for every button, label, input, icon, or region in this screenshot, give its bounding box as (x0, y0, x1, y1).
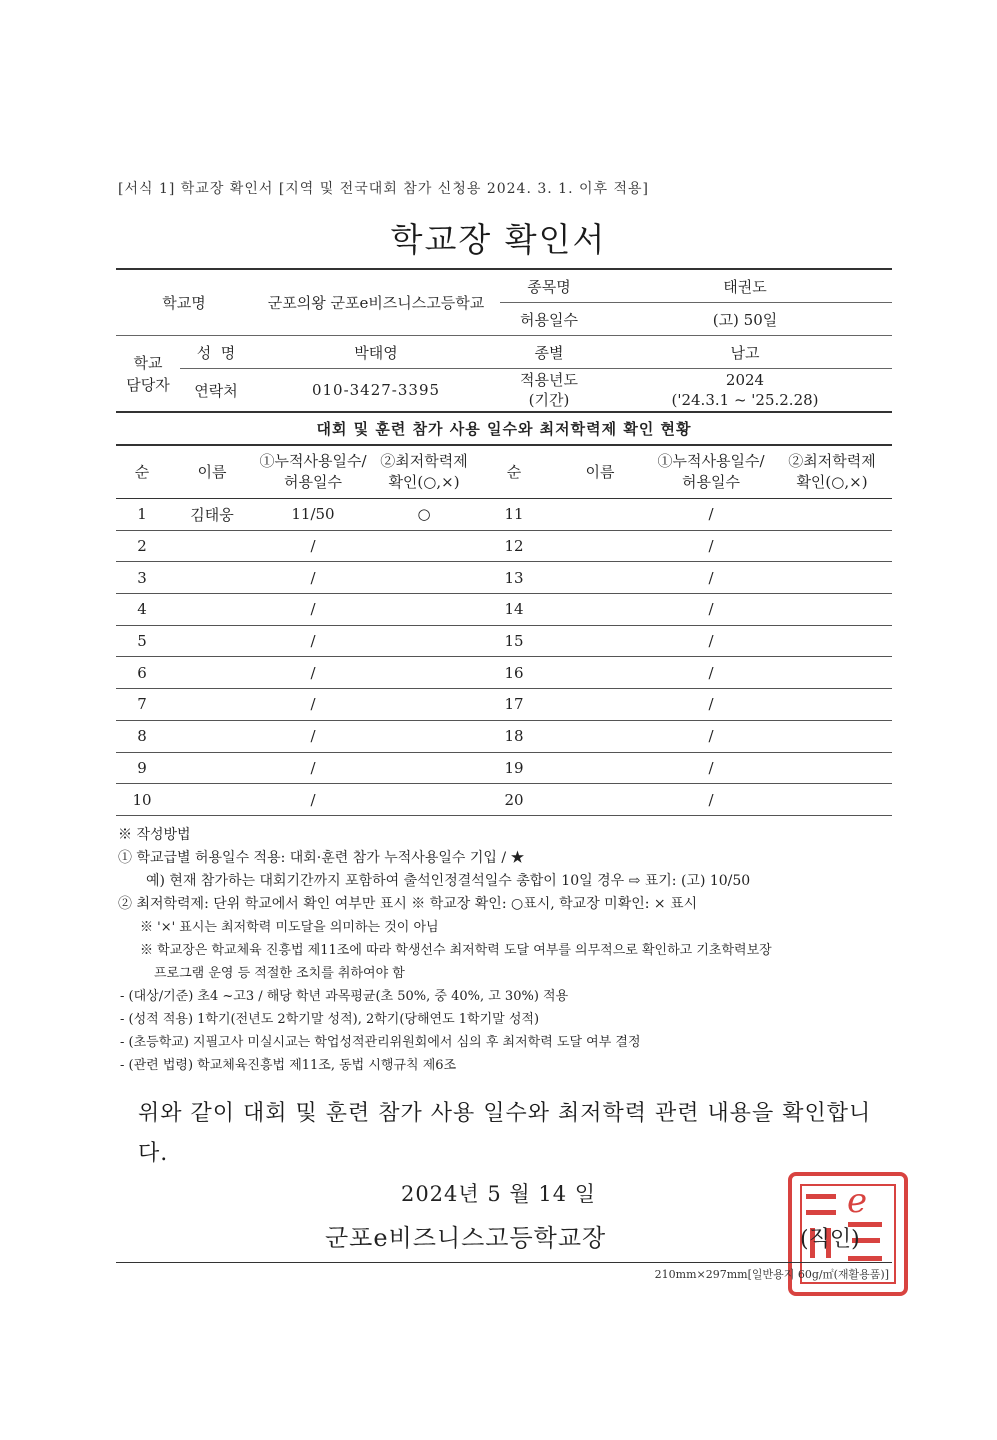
school-label: 학교명 (116, 269, 252, 336)
allowed-value: (고) 50일 (598, 303, 892, 336)
table-row (116, 752, 892, 784)
year-label-cell (500, 369, 598, 413)
manager-label-text: 학교 담당자 (126, 353, 170, 394)
row-check (370, 625, 478, 657)
row-name (168, 594, 256, 626)
table-row (116, 594, 892, 626)
row-no: 14 (478, 594, 550, 626)
row-name (550, 562, 650, 594)
row-check (370, 752, 478, 784)
row-check (772, 499, 892, 531)
row-no: 5 (116, 625, 168, 657)
table-row (116, 530, 892, 562)
row-no: 11 (478, 499, 550, 531)
table-row (116, 562, 892, 594)
row-check: ○ (370, 499, 478, 531)
row-days: / (256, 530, 370, 562)
row-name (168, 657, 256, 689)
row-days: / (256, 625, 370, 657)
row-no: 2 (116, 530, 168, 562)
col-check-right-line2: 확인(○,×) (796, 473, 868, 491)
notes-heading: ※ 작성방법 (118, 827, 191, 843)
detail-1: - (대상/기준) 초4 ~고3 / 해당 학년 과목평균(초 50%, 중 40%, 고 30%) 적용 (120, 989, 569, 1004)
allowed-label: 허용일수 (500, 303, 598, 336)
row-no: 15 (478, 625, 550, 657)
table-row (116, 625, 892, 657)
row-name (550, 752, 650, 784)
col-check-right-line1: ②최저학력제 (788, 452, 876, 470)
row-check (772, 530, 892, 562)
col-check (370, 445, 478, 499)
year-value: 2024 (725, 371, 765, 389)
row-days: / (650, 657, 772, 689)
row-check (370, 562, 478, 594)
principal-name: 군포e비즈니스고등학교장 (325, 1224, 607, 1252)
row-name (550, 499, 650, 531)
row-name (550, 784, 650, 816)
sport-label: 종목명 (500, 269, 598, 303)
row-days: / (650, 752, 772, 784)
row-name (550, 720, 650, 752)
table-row (116, 657, 892, 689)
confirmation-text: 위와 같이 대회 및 훈련 참가 사용 일수와 최저학력 관련 내용을 확인합니다. (138, 1101, 872, 1166)
form-label: [서식 1] 학교장 확인서 [지역 및 전국대회 참가 신청용 2024. 3. 1. 이후 적용] (118, 181, 649, 197)
sport-value: 태권도 (598, 269, 892, 303)
issue-date: 2024년 5 월 14 일 (400, 1182, 597, 1206)
row-check (370, 784, 478, 816)
detail-3: - (초등학교) 지필고사 미실시교는 학업성적관리위원회에서 심의 후 최저학력 도달 여부 결정 (120, 1035, 641, 1050)
contact-label: 연락처 (180, 369, 252, 413)
table-row (116, 720, 892, 752)
row-name (550, 594, 650, 626)
note-1-example: 예) 현재 참가하는 대회기간까지 포함하여 출석인정결석일수 총합이 10일 경우 ⇨ 표기: (고) 10/50 (146, 873, 751, 889)
writing-notes (118, 824, 898, 1077)
row-no: 13 (478, 562, 550, 594)
col-name-right: 이름 (550, 445, 650, 499)
row-name (550, 657, 650, 689)
row-days: / (256, 720, 370, 752)
row-days: / (256, 657, 370, 689)
document-title: 학교장 확인서 (390, 220, 607, 259)
row-days: / (650, 499, 772, 531)
table-row (116, 499, 892, 531)
row-check (772, 720, 892, 752)
row-check (370, 594, 478, 626)
list-subtitle: 대회 및 훈련 참가 사용 일수와 최저학력제 확인 현황 (316, 420, 692, 438)
gender-value: 남고 (598, 336, 892, 369)
col-days-right-line2: 허용일수 (682, 473, 740, 491)
note-1: ① 학교급별 허용일수 적용: 대회·훈련 참가 누적사용일수 기입 / ★ (118, 850, 525, 866)
col-days-line1: ①누적사용일수/ (259, 452, 367, 470)
year-value-cell (598, 369, 892, 413)
year-label: 적용년도 (520, 371, 578, 389)
col-days (256, 445, 370, 499)
row-check (772, 752, 892, 784)
row-no: 6 (116, 657, 168, 689)
row-no: 19 (478, 752, 550, 784)
row-days: / (650, 625, 772, 657)
col-days-line2: 허용일수 (284, 473, 342, 491)
row-check (772, 594, 892, 626)
row-no: 8 (116, 720, 168, 752)
row-no: 17 (478, 689, 550, 721)
row-check (772, 657, 892, 689)
detail-2: - (성적 적용) 1학기(전년도 2학기말 성적), 2학기(당해연도 1학기말 성적) (120, 1012, 540, 1027)
col-check-line1: ②최저학력제 (380, 452, 468, 470)
row-days: / (650, 720, 772, 752)
table-row (116, 689, 892, 721)
note-2-b: ※ 학교장은 학교체육 진흥법 제11조에 따라 학생선수 최저학력 도달 여부를 의무적으로 확인하고 기초학력보장 (140, 943, 772, 958)
row-name (550, 689, 650, 721)
row-name (550, 530, 650, 562)
row-no: 1 (116, 499, 168, 531)
row-name (168, 784, 256, 816)
table-row (116, 784, 892, 816)
seal-stroke (806, 1194, 836, 1199)
contact-value: 010-3427-3395 (252, 369, 500, 413)
seal-label: (직인) (800, 1227, 860, 1252)
row-check (370, 530, 478, 562)
row-days: / (256, 752, 370, 784)
row-no: 4 (116, 594, 168, 626)
row-no: 16 (478, 657, 550, 689)
name-label: 성 명 (180, 336, 252, 369)
row-name: 김태웅 (168, 499, 256, 531)
row-check (370, 657, 478, 689)
row-no: 9 (116, 752, 168, 784)
usage-table (116, 444, 892, 816)
note-2-a: ※ '×' 표시는 최저학력 미도달을 의미하는 것이 아님 (140, 920, 439, 935)
row-name (168, 530, 256, 562)
row-days: 11/50 (256, 499, 370, 531)
row-days: / (650, 784, 772, 816)
row-days: / (256, 594, 370, 626)
col-no-right: 순 (478, 445, 550, 499)
row-name (168, 720, 256, 752)
row-days: / (256, 784, 370, 816)
row-days: / (650, 689, 772, 721)
manager-label (116, 336, 180, 413)
gender-label: 종별 (500, 336, 598, 369)
row-name (550, 625, 650, 657)
col-name: 이름 (168, 445, 256, 499)
row-days: / (650, 562, 772, 594)
row-check (772, 689, 892, 721)
paper-size-note: 210mm×297mm[일반용지 60g/㎡(재활용품)] (654, 1268, 889, 1281)
row-no: 10 (116, 784, 168, 816)
row-check (370, 689, 478, 721)
col-days-right-line1: ①누적사용일수/ (657, 452, 765, 470)
row-days: / (650, 594, 772, 626)
seal-stroke (848, 1256, 882, 1261)
row-days: / (256, 562, 370, 594)
period-value: ('24.3.1 ~ '25.2.28) (671, 391, 819, 409)
row-check (370, 720, 478, 752)
bottom-divider (116, 1262, 892, 1263)
row-no: 7 (116, 689, 168, 721)
col-no: 순 (116, 445, 168, 499)
row-no: 18 (478, 720, 550, 752)
name-value: 박태영 (252, 336, 500, 369)
school-value: 군포의왕 군포e비즈니스고등학교 (252, 269, 500, 336)
row-days: / (256, 689, 370, 721)
row-no: 3 (116, 562, 168, 594)
col-check-line2: 확인(○,×) (388, 473, 460, 491)
seal-stroke (806, 1210, 836, 1215)
period-label: (기간) (528, 391, 570, 409)
row-name (168, 689, 256, 721)
row-name (168, 625, 256, 657)
detail-4: - (관련 법령) 학교체육진흥법 제11조, 동법 시행규칙 제6조 (120, 1058, 457, 1073)
row-check (772, 625, 892, 657)
info-table (116, 268, 892, 413)
row-check (772, 562, 892, 594)
row-no: 12 (478, 530, 550, 562)
col-days-right (650, 445, 772, 499)
seal-e-mark-icon: e (847, 1181, 868, 1221)
note-2: ② 최저학력제: 단위 학교에서 확인 여부만 표시 ※ 학교장 확인: ○표시, 학교장 미확인: × 표시 (118, 896, 698, 912)
row-check (772, 784, 892, 816)
row-name (168, 752, 256, 784)
row-days: / (650, 530, 772, 562)
row-no: 20 (478, 784, 550, 816)
table-header-row (116, 445, 892, 499)
note-2-b2: 프로그램 운영 등 적절한 조치를 취하여야 함 (154, 966, 405, 981)
col-check-right (772, 445, 892, 499)
row-name (168, 562, 256, 594)
